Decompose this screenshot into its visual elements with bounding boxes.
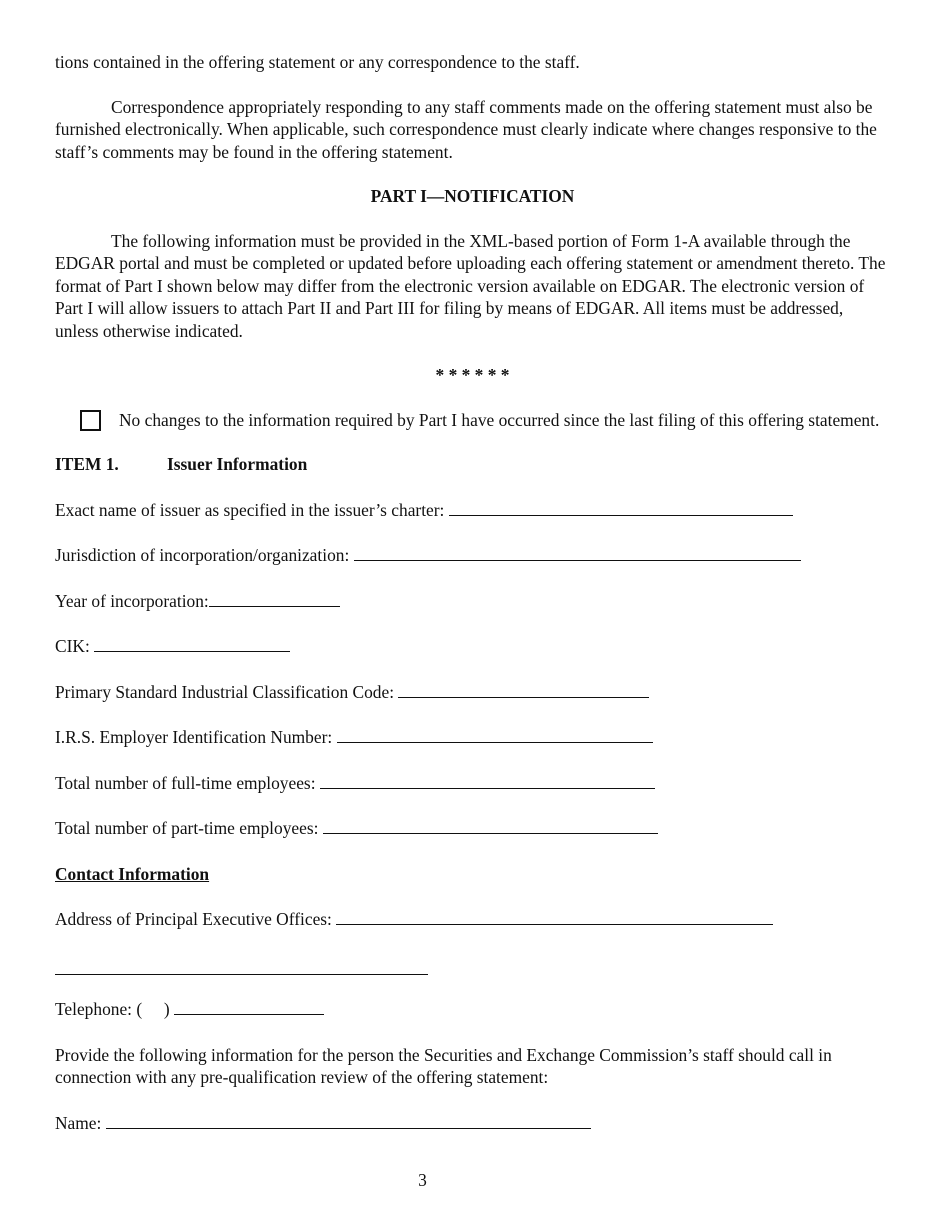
cik-field[interactable] [94, 635, 290, 652]
no-changes-label: No changes to the information required by Part I have occurred since the last filing of this offering statement. [119, 409, 880, 430]
address-second-line-field[interactable] [55, 958, 428, 975]
cik-row [55, 635, 890, 658]
ein-label: I.R.S. Employer Identification Number: [55, 727, 333, 747]
year-row [55, 590, 890, 613]
full-time-field[interactable] [320, 772, 655, 789]
cik-label: CIK: [55, 636, 90, 656]
review-instructions: Provide the following information for the person the Securities and Exchange Commission’s staff should call in connection with any pre-qualification review of the offering statement: [55, 1044, 832, 1087]
telephone-field[interactable] [174, 998, 324, 1015]
name-row [55, 1112, 890, 1135]
section-separator: * * * * * * [435, 365, 510, 385]
telephone-row [55, 998, 890, 1021]
continued-text: tions contained in the offering statement or any correspondence to the staff. [55, 52, 580, 72]
name-field[interactable] [106, 1112, 591, 1129]
item-title: Issuer Information [167, 454, 308, 474]
form-page [55, 51, 890, 1134]
no-changes-row [55, 409, 890, 432]
issuer-name-field[interactable] [449, 499, 793, 516]
issuer-name-label: Exact name of issuer as specified in the issuer’s charter: [55, 499, 445, 520]
ein-field[interactable] [337, 726, 653, 743]
address-label: Address of Principal Executive Offices: [55, 909, 332, 929]
page-number: 3 [418, 1170, 427, 1190]
item-number: ITEM 1. [55, 454, 119, 474]
year-label: Year of incorporation: [55, 590, 209, 611]
ein-row [55, 726, 890, 749]
part-time-row [55, 817, 890, 840]
jurisdiction-row [55, 544, 890, 567]
item-heading [55, 453, 890, 476]
telephone-label: Telephone: ( ) [55, 999, 170, 1019]
sic-code-label: Primary Standard Industrial Classification Code: [55, 681, 395, 702]
year-field[interactable] [209, 590, 340, 607]
address-field[interactable] [336, 908, 773, 925]
correspondence-paragraph: Correspondence appropriately responding to any staff comments made on the offering statement must also be furnished electronically. When applicable, such correspondence must clearly indicate where changes responsive to the staff’s comments may be found in the offering statement. [55, 96, 877, 162]
address-row [55, 908, 890, 931]
name-label: Name: [55, 1112, 102, 1133]
part-time-label: Total number of part-time employees: [55, 818, 319, 838]
jurisdiction-label: Jurisdiction of incorporation/organization: [55, 545, 350, 565]
part-heading: PART I—NOTIFICATION [370, 186, 575, 206]
sic-code-field[interactable] [398, 681, 649, 698]
issuer-name-row [55, 499, 890, 522]
part-time-field[interactable] [323, 817, 658, 834]
full-time-row [55, 772, 890, 795]
no-changes-checkbox[interactable] [80, 410, 101, 431]
part-instructions: The following information must be provided in the XML-based portion of Form 1-A available through the EDGAR portal and must be completed or updated before uploading each offering statement or amendment thereto. The format of Part I shown below may differ from the electronic version available on EDGAR. The electronic version of Part I will allow issuers to attach Part II and Part III for filing by means of EDGAR. All items must be addressed, unless otherwise indicated. [55, 230, 886, 341]
sic-code-row [55, 681, 890, 704]
address-second-row [55, 958, 890, 981]
contact-heading: Contact Information [55, 863, 210, 884]
full-time-label: Total number of full-time employees: [55, 772, 316, 793]
jurisdiction-field[interactable] [354, 544, 801, 561]
